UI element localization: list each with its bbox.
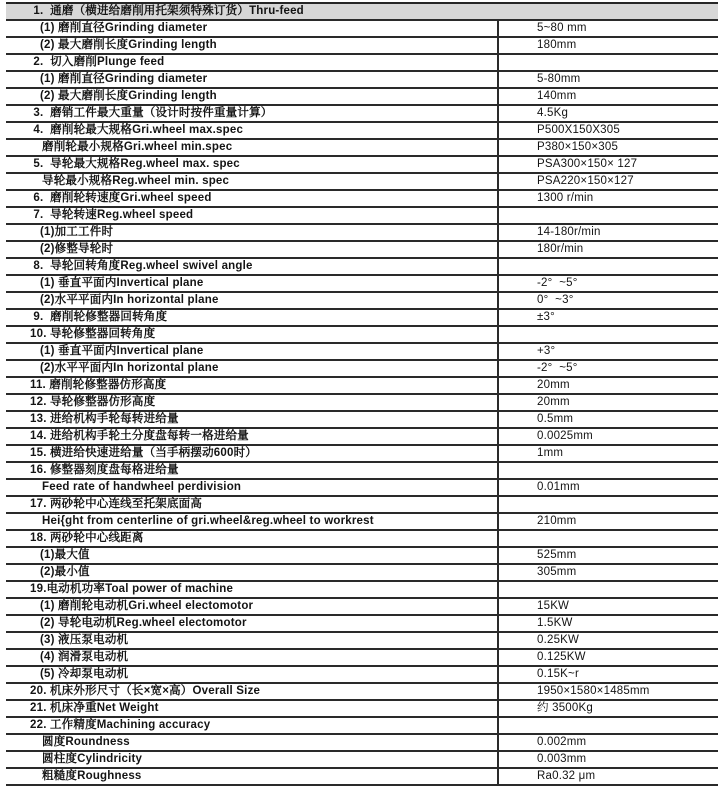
table-row [6, 72, 718, 89]
spec-label-cell [6, 38, 497, 53]
table-row [6, 21, 718, 38]
spec-label-cell [6, 463, 497, 478]
spec-label-cell [6, 123, 497, 138]
spec-label: 1. 通磨（横进给磨削用托架须特殊订货）Thru-feed [30, 5, 304, 17]
spec-label-cell [6, 429, 497, 444]
spec-value-cell [497, 123, 718, 138]
spec-value-cell [497, 735, 718, 750]
spec-value: +3° [537, 345, 556, 357]
spec-value: 0.25KW [537, 634, 580, 646]
spec-value-cell [497, 684, 718, 699]
spec-label-cell [6, 344, 497, 359]
spec-label-cell [6, 497, 497, 512]
spec-value-cell [497, 259, 718, 274]
spec-label-cell [6, 667, 497, 682]
spec-value-cell [497, 293, 718, 308]
spec-label: 16. 修整器刻度盘每格进给量 [30, 464, 179, 476]
spec-value: 1.5KW [537, 617, 573, 629]
spec-label-cell [6, 259, 497, 274]
spec-label-cell [6, 191, 497, 206]
spec-value: 5-80mm [537, 73, 581, 85]
table-row [6, 55, 718, 72]
spec-value-cell [497, 769, 718, 784]
table-row [6, 599, 718, 616]
table-row [6, 565, 718, 582]
spec-label: 圆柱度Cylindricity [42, 753, 143, 765]
spec-label: (1) 磨削轮电动机Gri.wheel electomotor [40, 600, 254, 612]
spec-value: 14-180r/min [537, 226, 601, 238]
table-row [6, 480, 718, 497]
spec-value-cell [497, 38, 718, 53]
spec-value: 20mm [537, 396, 570, 408]
spec-label: 22. 工作精度Machining accuracy [30, 719, 211, 731]
spec-value: 1mm [537, 447, 564, 459]
spec-label-cell [6, 582, 497, 597]
spec-label: 10. 导轮修整器回转角度 [30, 328, 156, 340]
spec-label: 4. 磨削轮最大规格Gri.wheel max.spec [30, 124, 244, 136]
spec-value: 0.01mm [537, 481, 580, 493]
table-row [6, 446, 718, 463]
spec-value-cell [497, 327, 718, 342]
table-row [6, 667, 718, 684]
table-row [6, 225, 718, 242]
table-row [6, 157, 718, 174]
spec-label: 17. 两砂轮中心连线至托架底面高 [30, 498, 203, 510]
spec-value-cell [497, 650, 718, 665]
spec-label: 6. 磨削轮转速度Gri.wheel speed [30, 192, 212, 204]
spec-value-cell [497, 718, 718, 733]
table-row [6, 633, 718, 650]
spec-label-cell [6, 599, 497, 614]
spec-label-cell [6, 361, 497, 376]
table-row [6, 38, 718, 55]
spec-value-cell [497, 616, 718, 631]
spec-label-cell [6, 72, 497, 87]
spec-label-cell [6, 378, 497, 393]
spec-label-cell [6, 55, 497, 70]
spec-label-cell [6, 446, 497, 461]
spec-label: (4) 润滑泵电动机 [40, 651, 129, 663]
spec-value: -2° ~5° [537, 277, 578, 289]
table-row [6, 4, 718, 21]
spec-value: 180mm [537, 39, 577, 51]
spec-value-cell [497, 225, 718, 240]
spec-label-cell [6, 276, 497, 291]
spec-label: 11. 磨削轮修整器仿形高度 [30, 379, 167, 391]
spec-label: (1) 磨削直径Grinding diameter [40, 22, 208, 34]
spec-value-cell [497, 174, 718, 189]
spec-label: 9. 磨削轮修整器回转角度 [30, 311, 168, 323]
spec-value: 0.15K~r [537, 668, 579, 680]
spec-label: Hei{ght from centerline of gri.wheel&reg.wheel to workrest [42, 515, 374, 527]
spec-value-cell [497, 633, 718, 648]
table-row [6, 463, 718, 480]
spec-value-cell [497, 242, 718, 257]
table-row [6, 412, 718, 429]
spec-value-cell [497, 106, 718, 121]
table-row [6, 684, 718, 701]
spec-value-cell [497, 310, 718, 325]
spec-value: 210mm [537, 515, 577, 527]
spec-label-cell [6, 157, 497, 172]
spec-label-cell [6, 735, 497, 750]
spec-label: (1)加工工件时 [40, 226, 114, 238]
spec-value-cell [497, 701, 718, 716]
spec-value: 0.125KW [537, 651, 586, 663]
spec-label: 8. 导轮回转角度Reg.wheel swivel angle [30, 260, 253, 272]
spec-label: 21. 机床净重Net Weight [30, 702, 159, 714]
table-row [6, 548, 718, 565]
table-row [6, 429, 718, 446]
spec-label-cell [6, 684, 497, 699]
spec-value: 0.0025mm [537, 430, 593, 442]
table-row [6, 497, 718, 514]
table-row [6, 327, 718, 344]
table-row [6, 531, 718, 548]
spec-label-cell [6, 650, 497, 665]
spec-label-cell [6, 293, 497, 308]
spec-value: 0.5mm [537, 413, 574, 425]
spec-value-cell [497, 344, 718, 359]
spec-value: -2° ~5° [537, 362, 578, 374]
spec-label-cell [6, 225, 497, 240]
table-row [6, 718, 718, 735]
spec-label-cell [6, 106, 497, 121]
spec-label-cell [6, 89, 497, 104]
spec-label: (5) 冷却泵电动机 [40, 668, 129, 680]
spec-value-cell [497, 361, 718, 376]
spec-label: (2) 最大磨削长度Grinding length [40, 90, 217, 102]
table-row [6, 378, 718, 395]
spec-label-cell [6, 633, 497, 648]
spec-label: 12. 导轮修整器仿形高度 [30, 396, 156, 408]
spec-label: (2)最小值 [40, 566, 90, 578]
spec-label: (2) 最大磨削长度Grinding length [40, 39, 217, 51]
spec-value: ±3° [537, 311, 555, 323]
spec-value: P500X150X305 [537, 124, 620, 136]
spec-label: 导轮最小规格Reg.wheel min. spec [42, 175, 230, 187]
spec-label: (2)水平平面内In horizontal plane [40, 362, 219, 374]
spec-label: (3) 液压泵电动机 [40, 634, 129, 646]
spec-label: (2)水平平面内In horizontal plane [40, 294, 219, 306]
spec-value: 0.003mm [537, 753, 587, 765]
table-row [6, 276, 718, 293]
spec-label-cell [6, 514, 497, 529]
table-row [6, 293, 718, 310]
spec-value: 1950×1580×1485mm [537, 685, 650, 697]
spec-value-cell [497, 21, 718, 36]
spec-value: 20mm [537, 379, 570, 391]
table-row [6, 174, 718, 191]
spec-label-cell [6, 616, 497, 631]
spec-value: 1300 r/min [537, 192, 594, 204]
table-row [6, 310, 718, 327]
spec-label: Feed rate of handwheel perdivision [42, 481, 242, 493]
spec-label: 19.电动机功率Toal power of machine [30, 583, 234, 595]
spec-value-cell [497, 378, 718, 393]
spec-value: Ra0.32 μm [537, 770, 596, 782]
spec-value-cell [497, 72, 718, 87]
spec-label: 15. 横进给快速进给量（当手柄摆动600时） [30, 447, 257, 459]
table-row [6, 514, 718, 531]
table-row [6, 140, 718, 157]
spec-label: 3. 磨销工件最大重量（设计时按件重量计算） [30, 107, 273, 119]
spec-value-cell [497, 514, 718, 529]
spec-value-cell [497, 480, 718, 495]
table-row [6, 344, 718, 361]
spec-value-cell [497, 157, 718, 172]
spec-value-cell [497, 429, 718, 444]
spec-label-cell [6, 4, 497, 19]
table-row [6, 395, 718, 412]
spec-value-cell [497, 191, 718, 206]
table-row [6, 650, 718, 667]
table-row [6, 616, 718, 633]
spec-label: 14. 进给机构手轮土分度盘每转一格进给量 [30, 430, 249, 442]
spec-label-cell [6, 21, 497, 36]
spec-label: (2)修整导轮时 [40, 243, 114, 255]
spec-value-cell [497, 565, 718, 580]
spec-label: 圆度Roundness [42, 736, 130, 748]
spec-label-cell [6, 208, 497, 223]
spec-value-cell [497, 667, 718, 682]
spec-value-cell [497, 497, 718, 512]
spec-value-cell [497, 395, 718, 410]
spec-table [6, 2, 718, 786]
spec-value: 180r/min [537, 243, 584, 255]
spec-label-cell [6, 769, 497, 784]
spec-value-cell [497, 89, 718, 104]
table-row [6, 361, 718, 378]
spec-label: (1)最大值 [40, 549, 90, 561]
spec-label: 13. 进给机构手轮每转进给量 [30, 413, 179, 425]
spec-value-cell [497, 582, 718, 597]
table-row [6, 582, 718, 599]
table-row [6, 769, 718, 786]
table-row [6, 123, 718, 140]
spec-value: 5~80 mm [537, 22, 587, 34]
spec-label: 粗糙度Roughness [42, 770, 142, 782]
spec-label: 5. 导轮最大规格Reg.wheel max. spec [30, 158, 240, 170]
spec-value: 约 3500Kg [537, 702, 593, 714]
spec-value-cell [497, 446, 718, 461]
table-row [6, 89, 718, 106]
table-row [6, 106, 718, 123]
spec-label: 2. 切入磨削Plunge feed [30, 56, 165, 68]
table-row [6, 191, 718, 208]
spec-value-cell [497, 276, 718, 291]
spec-value-cell [497, 752, 718, 767]
spec-label-cell [6, 565, 497, 580]
spec-label-cell [6, 718, 497, 733]
table-row [6, 735, 718, 752]
spec-value-cell [497, 599, 718, 614]
spec-value-cell [497, 55, 718, 70]
spec-value: 140mm [537, 90, 577, 102]
spec-value-cell [497, 4, 718, 19]
spec-value: 0.002mm [537, 736, 587, 748]
spec-value-cell [497, 412, 718, 427]
spec-label-cell [6, 395, 497, 410]
spec-value: PSA300×150× 127 [537, 158, 638, 170]
table-row [6, 242, 718, 259]
spec-label-cell [6, 310, 497, 325]
spec-value: PSA220×150×127 [537, 175, 634, 187]
spec-label-cell [6, 531, 497, 546]
spec-value-cell [497, 208, 718, 223]
spec-label: (1) 垂直平面内Invertical plane [40, 277, 204, 289]
spec-value-cell [497, 548, 718, 563]
spec-label-cell [6, 174, 497, 189]
spec-label-cell [6, 412, 497, 427]
spec-label: 18. 两砂轮中心线距离 [30, 532, 144, 544]
spec-label-cell [6, 327, 497, 342]
table-row [6, 208, 718, 225]
spec-label: 磨削轮最小规格Gri.wheel min.spec [42, 141, 233, 153]
spec-value: 4.5Kg [537, 107, 569, 119]
spec-value-cell [497, 463, 718, 478]
table-row [6, 752, 718, 769]
spec-value: 15KW [537, 600, 570, 612]
spec-value: P380×150×305 [537, 141, 619, 153]
spec-value-cell [497, 531, 718, 546]
spec-label-cell [6, 752, 497, 767]
spec-label-cell [6, 140, 497, 155]
spec-label-cell [6, 701, 497, 716]
spec-label: (1) 垂直平面内Invertical plane [40, 345, 204, 357]
spec-value: 525mm [537, 549, 577, 561]
spec-label: 20. 机床外形尺寸（长×宽×高）Overall Size [30, 685, 261, 697]
spec-label: (2) 导轮电动机Reg.wheel electomotor [40, 617, 247, 629]
spec-label: 7. 导轮转速Reg.wheel speed [30, 209, 194, 221]
spec-value-cell [497, 140, 718, 155]
spec-label-cell [6, 480, 497, 495]
table-row [6, 701, 718, 718]
table-row [6, 259, 718, 276]
spec-label: (1) 磨削直径Grinding diameter [40, 73, 208, 85]
spec-value: 0° ~3° [537, 294, 574, 306]
spec-label-cell [6, 242, 497, 257]
spec-label-cell [6, 548, 497, 563]
spec-value: 305mm [537, 566, 577, 578]
